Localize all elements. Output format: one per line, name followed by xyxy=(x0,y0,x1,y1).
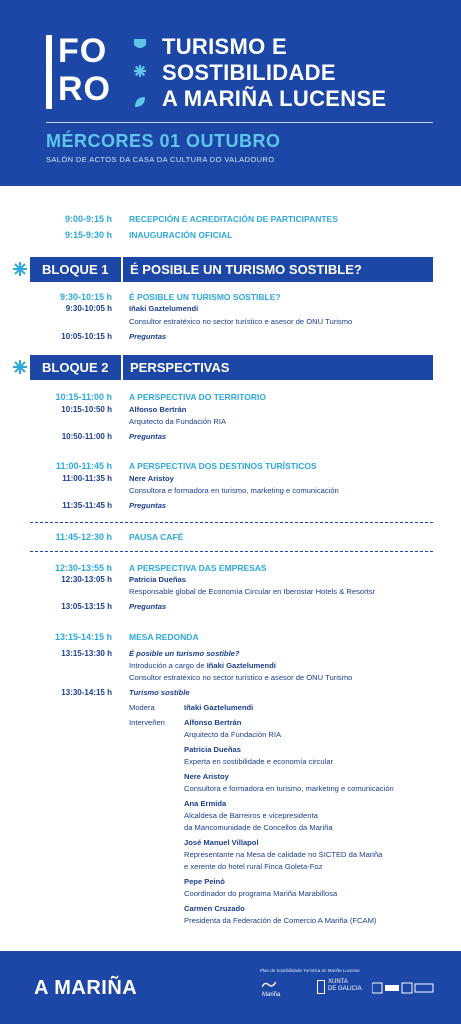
header-divider xyxy=(46,122,433,123)
session-title: É POSIBLE UN TURISMO SOSTIBLE? xyxy=(129,292,281,302)
event-title xyxy=(162,34,386,112)
panelist-role: Arquitecto da Fundación RIA xyxy=(184,730,282,739)
bloque-separator xyxy=(121,257,123,282)
item-title: RECEPCIÓN E ACREDITACIÓN DE PARTICIPANTES xyxy=(129,214,338,224)
intro-question: É posible un turismo sostible? xyxy=(129,649,240,658)
time: 13:30-14:15 h xyxy=(61,688,112,697)
speaker-name: Alfonso Bertrán xyxy=(129,405,187,414)
time: 12:30-13:05 h xyxy=(61,575,112,584)
panelist-role: e xerente do hotel rural Finca Goleta-Foz xyxy=(184,862,323,871)
xunta-shield-icon xyxy=(317,980,325,994)
time: 10:05-10:15 h xyxy=(61,332,112,341)
intro-prefix: Introdución a cargo de xyxy=(129,661,207,670)
questions-label: Preguntas xyxy=(129,332,167,341)
time: 11:45-12:30 h xyxy=(55,532,112,542)
time: 11:00-11:45 h xyxy=(55,461,112,471)
time: 10:50-11:00 h xyxy=(61,432,112,441)
time: 10:15-11:00 h xyxy=(55,392,112,402)
pause-title: PAUSA CAFÉ xyxy=(129,532,184,542)
speaker-role: Consultora e formadora en turismo, marketing e comunicación xyxy=(129,486,339,495)
speaker-role: Consultor estratéxico no sector turístico e asesor de ONU Turismo xyxy=(129,673,353,682)
dashed-divider xyxy=(30,551,433,552)
speaker-role: Arquitecto da Fundación RIA xyxy=(129,417,227,426)
questions-label: Preguntas xyxy=(129,602,167,611)
time: 9:00-9:15 h xyxy=(64,214,112,224)
bloque-title: É POSIBLE UN TURISMO SOSTIBLE? xyxy=(130,262,362,277)
session-title: A PERSPECTIVA DO TERRITORIO xyxy=(129,392,266,402)
title-line: A MARIÑA LUCENSE xyxy=(162,86,387,111)
bloque-1-header xyxy=(30,257,433,282)
time: 9:30-10:15 h xyxy=(59,292,112,302)
logo-line-1: FO xyxy=(58,32,108,70)
intro-speaker: Iñaki Gaztelumendi xyxy=(206,661,276,670)
government-logos-icon xyxy=(372,981,434,995)
logo-bar xyxy=(46,35,52,109)
marina-logo xyxy=(262,979,280,999)
speaker-name: Nere Aristoy xyxy=(129,474,174,483)
session-title: A PERSPECTIVA DAS EMPRESAS xyxy=(129,563,267,573)
time: 13:15-14:15 h xyxy=(54,632,112,642)
intro-text xyxy=(129,661,276,670)
questions-label: Preguntas xyxy=(129,501,167,510)
questions-label: Preguntas xyxy=(129,432,167,441)
time: 11:35-11:45 h xyxy=(62,501,112,510)
speaker-role: Consultor estratéxico no sector turístico e asesor de ONU Turismo xyxy=(129,317,353,326)
speaker-name: Patricia Dueñas xyxy=(129,575,186,584)
panelist-name: Pepe Peinó xyxy=(184,877,225,886)
panelist-name: Nere Aristoy xyxy=(184,772,229,781)
event-venue: SALÓN DE ACTOS DA CASA DA CULTURA DO VALADOURO xyxy=(46,155,275,164)
panelist-role: Alcaldesa de Barreiros e vicepresidenta xyxy=(184,811,318,820)
marina-logo-text: Mariña xyxy=(262,992,281,998)
time: 13:05-13:15 h xyxy=(61,602,112,611)
session-title: MESA REDONDA xyxy=(129,632,199,642)
asterisk-icon xyxy=(12,359,28,375)
marina-wave-icon xyxy=(262,979,276,989)
time: 10:15-10:50 h xyxy=(61,405,112,414)
asterisk-icon xyxy=(12,261,28,277)
moderator-name: Iñaki Gaztelumendi xyxy=(184,703,254,712)
time: 13:15-13:30 h xyxy=(61,649,112,658)
foro-logo xyxy=(46,33,156,111)
panelist-name: Ana Ermida xyxy=(184,799,227,808)
time: 9:30-10:05 h xyxy=(65,304,112,313)
panelist-role: Coordinador do programa Mariña Marabillosa xyxy=(184,889,338,898)
bloque-label: BLOQUE 2 xyxy=(42,360,109,375)
panelist-role: Presidenta da Federación de Comercio A Mariña (FCAM) xyxy=(184,916,377,925)
panelist-role: da Mancomunidade de Concellos da Mariña xyxy=(184,823,333,832)
xunta-logo xyxy=(328,979,362,993)
footer-note: Plan de Sostibilidade Turística en Mariña Lucense xyxy=(260,968,360,973)
panelist-name: Patricia Dueñas xyxy=(184,745,241,754)
bloque-label: BLOQUE 1 xyxy=(42,262,109,277)
xunta-text-1: XUNTA xyxy=(328,979,348,985)
logo-line-2: RO xyxy=(58,70,111,108)
panelist-name: José Manuel Villapol xyxy=(184,838,259,847)
panelist-name: Carmen Cruzado xyxy=(184,904,245,913)
panelist-role: Consultora e formadora en turismo, marketing e comunicación xyxy=(184,784,394,793)
time: 11:00-11:35 h xyxy=(62,474,112,483)
item-title: INAUGURACIÓN OFICIAL xyxy=(129,230,233,240)
header-banner xyxy=(0,0,461,186)
title-line: TURISMO E xyxy=(162,34,287,59)
moderator-label: Modera xyxy=(129,703,155,712)
bloque-title: PERSPECTIVAS xyxy=(130,360,230,375)
time: 9:15-9:30 h xyxy=(64,230,112,240)
time: 12:30-13:55 h xyxy=(54,563,112,573)
panel-label: Interveñen xyxy=(129,718,165,727)
session-title: A PERSPECTIVA DOS DESTINOS TURÍSTICOS xyxy=(129,461,317,471)
logo-shapes-icon xyxy=(132,35,148,109)
dashed-divider xyxy=(30,522,433,523)
panelist-role: Experta en sostibilidade e economía circular xyxy=(184,757,334,766)
title-line: SOSTIBILIDADE xyxy=(162,60,336,85)
speaker-name: Iñaki Gaztelumendi xyxy=(129,304,199,313)
panelist-role: Representante na Mesa de calidade no SICTED da Mariña xyxy=(184,850,383,859)
debate-title: Turismo sostible xyxy=(129,688,190,697)
xunta-text-2: DE GALICIA xyxy=(328,986,362,992)
panelist-name: Alfonso Bertrán xyxy=(184,718,242,727)
speaker-role: Responsable global de Economía Circular en Iberostar Hotels & Resortsr xyxy=(129,587,376,596)
bloque-2-header xyxy=(30,355,433,380)
footer-banner xyxy=(0,951,461,1024)
event-date: MÉRCORES 01 OUTUBRO xyxy=(46,131,281,151)
a-marina-logo: A MARIÑA xyxy=(34,977,138,999)
bloque-separator xyxy=(121,355,123,380)
